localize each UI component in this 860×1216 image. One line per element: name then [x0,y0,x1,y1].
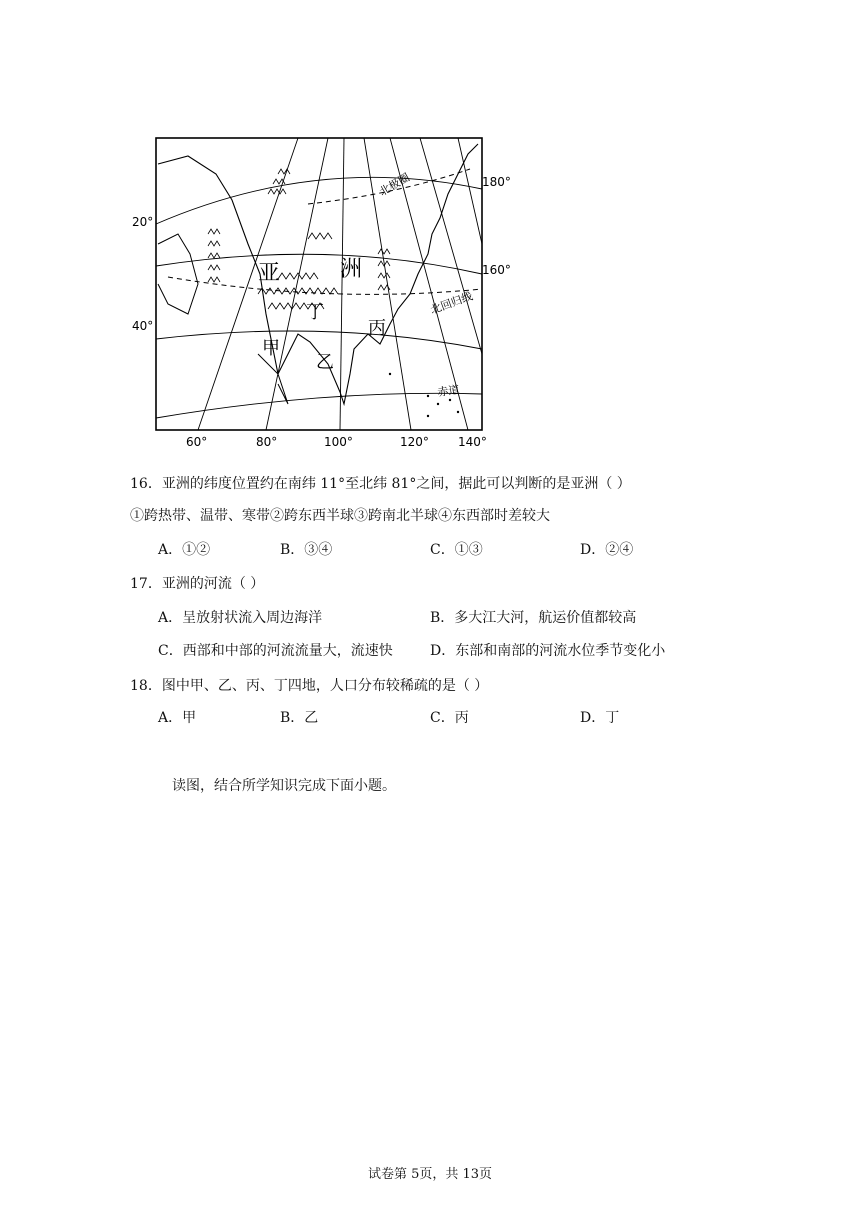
parallel-0 [156,393,482,418]
q18-option-a: A．甲 [158,710,197,726]
lat-label-20: 20° [132,215,154,229]
q17-option-b: B．多大江大河，航运价值都较高 [430,610,637,626]
label-tropic: 北回归线 [428,289,475,317]
q16-option-a: A．①② [158,542,211,558]
q16-option-d: D．②④ [580,542,634,558]
mountains-altai [308,233,332,239]
section-intro: 读图，结合所学知识完成下面小题。 [172,778,396,794]
q17-option-c: C．西部和中部的河流流量大，流速快 [158,643,393,659]
lat-label-40: 40° [132,319,154,333]
mountains-ural [268,169,290,194]
q18-option-d: D．丁 [580,710,620,726]
question-16-statement: ①跨热带、温带、寒带②跨东西半球③跨南北半球④东西部时差较大 [130,508,550,524]
lon-label-60: 60° [186,435,208,449]
asia-map [128,134,511,450]
question-17-stem: 17．亚洲的河流（ ） [130,576,265,592]
label-equator: 赤道 [436,383,461,399]
parallel-20 [156,331,482,349]
page-footer: 试卷第 5页，共 13页 [367,1167,493,1182]
q17-option-d: D．东部和南部的河流水位季节变化小 [430,643,666,659]
mountains-himalaya [258,288,338,294]
meridian-100 [340,138,344,430]
lon-label-160: 160° [482,263,511,277]
lon-label-180: 180° [482,175,511,189]
q16-option-b: B．③④ [280,542,333,558]
lon-label-100: 100° [324,435,353,449]
q16-option-c: C．①③ [430,542,483,558]
mountains-west [208,229,220,282]
q18-option-b: B．乙 [280,710,319,726]
meridian-180 [458,138,482,244]
mountains-east [378,249,390,290]
question-16-stem: 16．亚洲的纬度位置约在南纬 11°至北纬 81°之间，据此可以判断的是亚洲（ ） [130,476,631,492]
q17-option-a: A．呈放射状流入周边海洋 [158,610,323,626]
label-ya: 亚 [258,261,281,286]
label-zhou: 洲 [340,257,363,282]
label-yi: 乙 [316,352,334,373]
asia-map-svg [128,134,511,450]
lon-label-120: 120° [400,435,429,449]
q18-option-c: C．丙 [430,710,469,726]
question-18-stem: 18．图中甲、乙、丙、丁四地，人口分布较稀疏的是（ ） [130,678,489,694]
lon-label-140: 140° [458,435,487,449]
parallel-40 [156,254,482,274]
label-bing: 丙 [368,318,386,339]
label-ding: 丁 [306,302,324,323]
arabia-coast [158,234,198,314]
lon-label-80: 80° [256,435,278,449]
label-arctic: 北极圈 [377,170,413,199]
label-jia: 甲 [262,338,280,359]
